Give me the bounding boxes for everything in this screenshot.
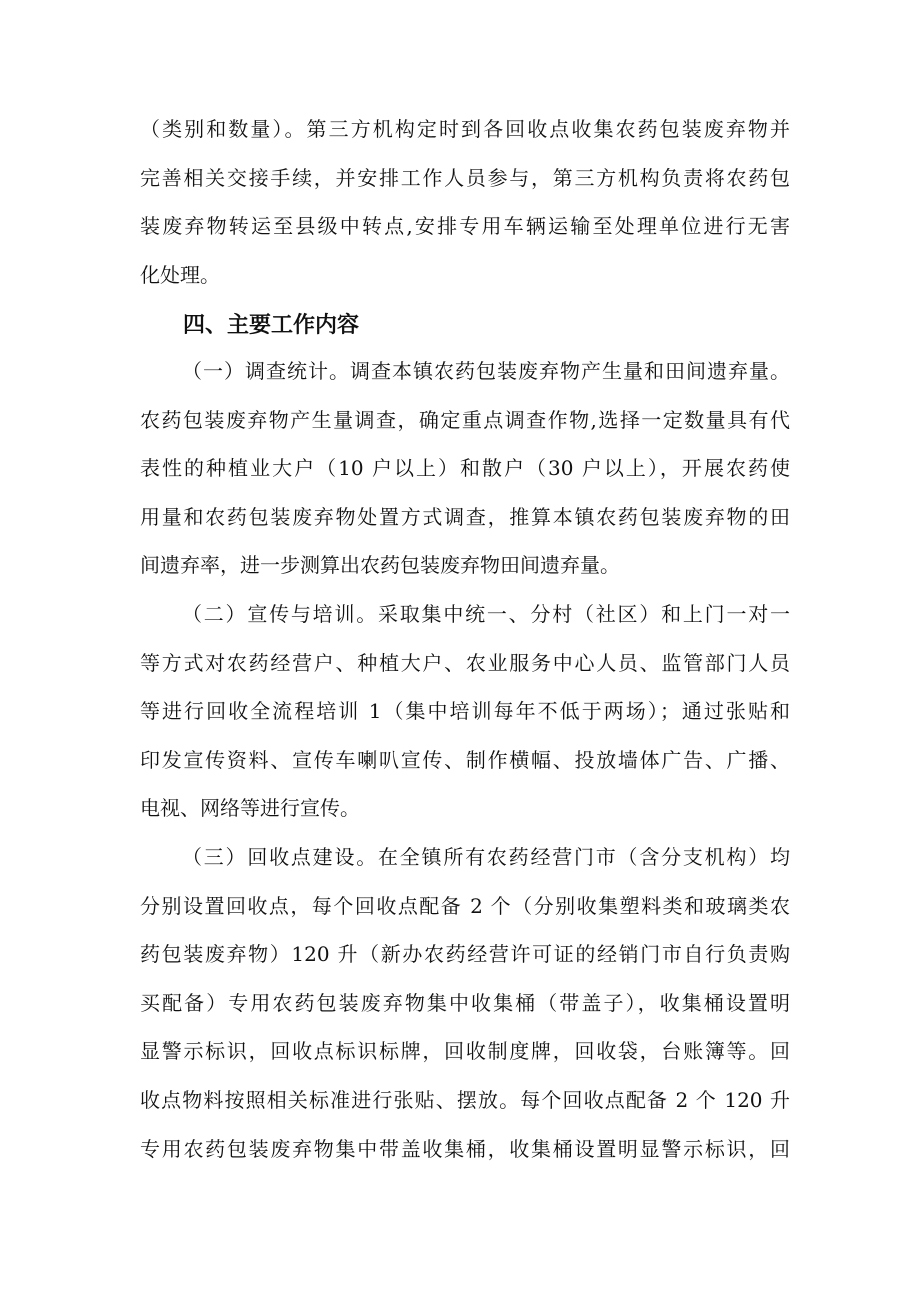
text-line: 买配备）专用农药包装废弃物集中收集桶（带盖子），收集桶设置明 xyxy=(140,990,790,1015)
text-line: 显警示标识，回收点标识标牌，回收制度牌，回收袋，台账簿等。回 xyxy=(140,1039,790,1064)
text-line: 用量和农药包装废弃物处置方式调查，推算本镇农药包装废弃物的田 xyxy=(140,504,790,529)
text-line: 间遗弃率，进一步测算出农药包装废弃物田间遗弃量。 xyxy=(140,553,620,578)
text-line: 装废弃物转运至县级中转点,安排专用车辆运输至处理单位进行无害 xyxy=(140,214,790,239)
text-line: （类别和数量）。第三方机构定时到各回收点收集农药包装废弃物并 xyxy=(140,117,790,141)
text-line: （三）回收点建设。在全镇所有农药经营门市（含分支机构）均 xyxy=(182,845,790,869)
text-line: 农药包装废弃物产生量调查，确定重点调查作物,选择一定数量具有代 xyxy=(140,407,790,432)
text-line: 电视、网络等进行宣传。 xyxy=(140,796,360,821)
section-heading: 四、主要工作内容 xyxy=(183,313,360,338)
text-line: 等方式对农药经营户、种植大户、农业服务中心人员、监管部门人员 xyxy=(140,650,790,675)
paragraph-survey xyxy=(140,347,790,590)
text-line: 印发宣传资料、宣传车喇叭宣传、制作横幅、投放墙体广告、广播、 xyxy=(140,747,790,772)
text-line: （二）宣传与培训。采取集中统一、分村（社区）和上门一对一 xyxy=(182,602,790,626)
text-line: 分别设置回收点，每个回收点配备 2 个（分别收集塑料类和玻璃类农 xyxy=(140,893,790,918)
paragraph-training xyxy=(140,590,790,833)
paragraph-intro xyxy=(140,105,790,299)
paragraph-collection-points xyxy=(140,833,790,1173)
text-line: 化处理。 xyxy=(140,262,220,287)
text-line: 药包装废弃物）120 升（新办农药经营许可证的经销门市自行负责购 xyxy=(140,942,790,967)
text-line: 等进行回收全流程培训 1（集中培训每年不低于两场）；通过张贴和 xyxy=(140,699,790,724)
text-line: 专用农药包装废弃物集中带盖收集桶，收集桶设置明显警示标识，回 xyxy=(140,1136,790,1161)
text-line: （一）调查统计。调查本镇农药包装废弃物产生量和田间遗弃量。 xyxy=(182,359,790,383)
text-line: 表性的种植业大户（10 户以上）和散户（30 户以上），开展农药使 xyxy=(140,456,790,481)
text-line: 完善相关交接手续，并安排工作人员参与，第三方机构负责将农药包 xyxy=(140,165,790,190)
text-line: 收点物料按照相关标准进行张贴、摆放。每个回收点配备 2 个 120 升 xyxy=(140,1087,790,1112)
